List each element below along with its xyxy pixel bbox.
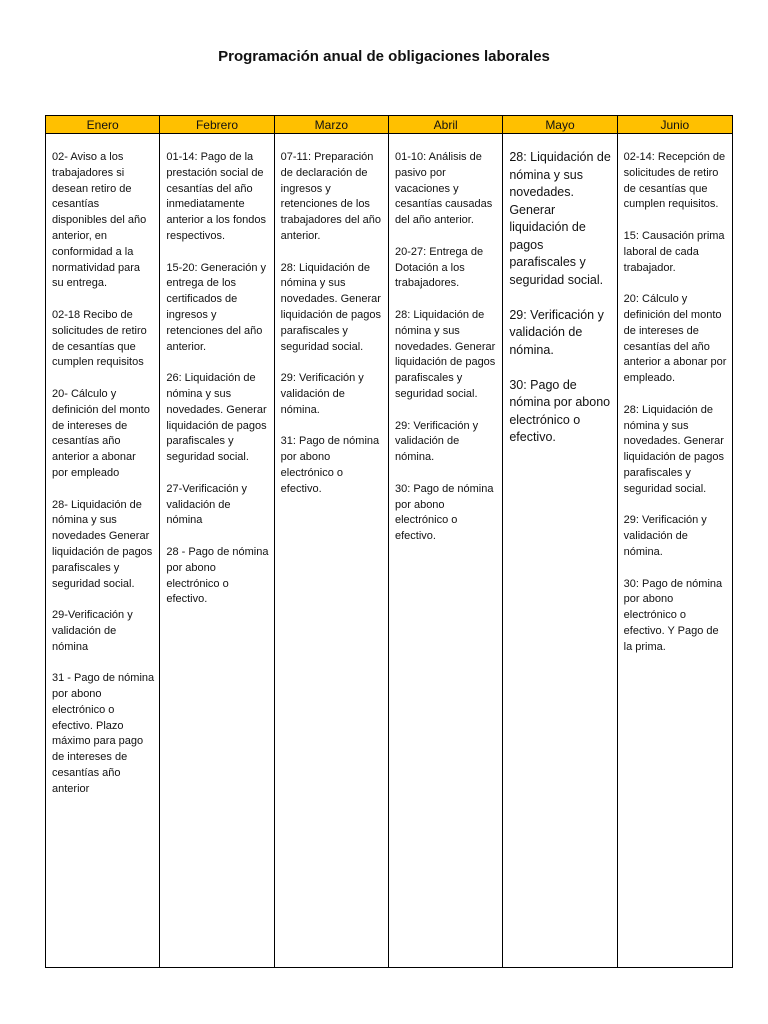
obligation-item: 30: Pago de nómina por abono electrónico o efectivo. Y Pago de la prima. — [623, 577, 723, 653]
month-column-mayo — [503, 134, 617, 967]
month-header-febrero: Febrero — [160, 116, 274, 134]
obligation-item: 02-18 Recibo de solicitudes de retiro de cesantías que cumplen requisitos — [52, 308, 147, 369]
obligation-item: 28- Liquidación de nómina y sus novedades Generar liquidación de pagos parafiscales y seguridad social. — [52, 498, 153, 590]
month-header-abril: Abril — [389, 116, 503, 134]
obligation-item: 20: Cálculo y definición del monto de intereses de cesantías del año anterior a abonar por empleado. — [623, 293, 727, 385]
obligation-item: 07-11: Preparación de declaración de ingresos y retenciones de los trabajadores del año anterior. — [280, 151, 381, 242]
month-column-junio — [618, 134, 732, 967]
obligation-item: 28: Liquidación de nómina y sus novedades. Generar liquidación de pagos parafiscales y seguridad social. — [623, 403, 724, 495]
schedule-table — [45, 115, 733, 968]
month-header-mayo: Mayo — [503, 116, 617, 134]
obligation-item: 15-20: Generación y entrega de los certificados de ingresos y retenciones del año anterior. — [166, 261, 266, 353]
month-column-febrero — [160, 134, 274, 967]
obligation-item: 26: Liquidación de nómina y sus novedades. Generar liquidación de pagos parafiscales y seguridad social. — [166, 372, 267, 464]
obligation-item: 28 - Pago de nómina por abono electrónico o efectivo. — [166, 545, 269, 606]
month-column-abril — [389, 134, 503, 967]
obligation-item: 27-Verificación y validación de nómina — [166, 482, 248, 527]
obligation-item: 30: Pago de nómina por abono electrónico o efectivo. — [395, 482, 494, 543]
obligation-item: 28: Liquidación de nómina y sus novedades. Generar liquidación de pagos parafiscales y seguridad social. — [509, 150, 611, 287]
obligation-item: 02-14: Recepción de solicitudes de retiro de cesantías que cumplen requisitos. — [623, 151, 726, 211]
obligation-item: 29: Verificación y validación de nómina. — [280, 372, 364, 416]
obligation-item: 29-Verificación y validación de nómina — [52, 609, 133, 653]
obligation-item: 01-14: Pago de la prestación social de cesantías del año inmediatamente anterior a los fondos respectivos. — [166, 151, 266, 242]
month-header-enero: Enero — [46, 116, 160, 134]
obligation-item: 31: Pago de nómina por abono electrónico o efectivo. — [280, 435, 380, 495]
obligation-item: 29: Verificación y validación de nómina. — [509, 307, 604, 357]
month-column-enero — [46, 134, 160, 967]
month-column-marzo — [275, 134, 389, 967]
obligation-item: 20- Cálculo y definición del monto de intereses de cesantías año anterior a abonar por empleado — [52, 387, 150, 479]
obligation-item: 28: Liquidación de nómina y sus novedades. Generar liquidación de pagos parafiscales y seguridad social. — [395, 308, 496, 400]
obligation-item: 28: Liquidación de nómina y sus novedades. Generar liquidación de pagos parafiscales y seguridad social. — [280, 261, 381, 353]
obligation-item: 02- Aviso a los trabajadores si desean retiro de cesantías disponibles del año anterior, en conformidad a la normatividad para su entrega. — [52, 151, 147, 290]
obligation-item: 31 - Pago de nómina por abono electrónico o efectivo. Plazo máximo para pago de intereses de cesantías año anterior — [52, 672, 155, 795]
obligation-item: 15: Causación prima laboral de cada trabajador. — [623, 229, 725, 274]
obligation-item: 29: Verificación y validación de nómina. — [395, 419, 479, 464]
month-header-junio: Junio — [618, 116, 732, 134]
page-title: Programación anual de obligaciones laborales — [218, 48, 550, 65]
obligation-item: 01-10: Análisis de pasivo por vacaciones y cesantías causadas del año anterior. — [395, 151, 493, 227]
obligation-item: 20-27: Entrega de Dotación a los trabajadores. — [395, 245, 484, 290]
obligation-item: 30: Pago de nómina por abono electrónico o efectivo. — [509, 377, 611, 444]
obligation-item: 29: Verificación y validación de nómina. — [623, 514, 707, 558]
month-header-marzo: Marzo — [275, 116, 389, 134]
